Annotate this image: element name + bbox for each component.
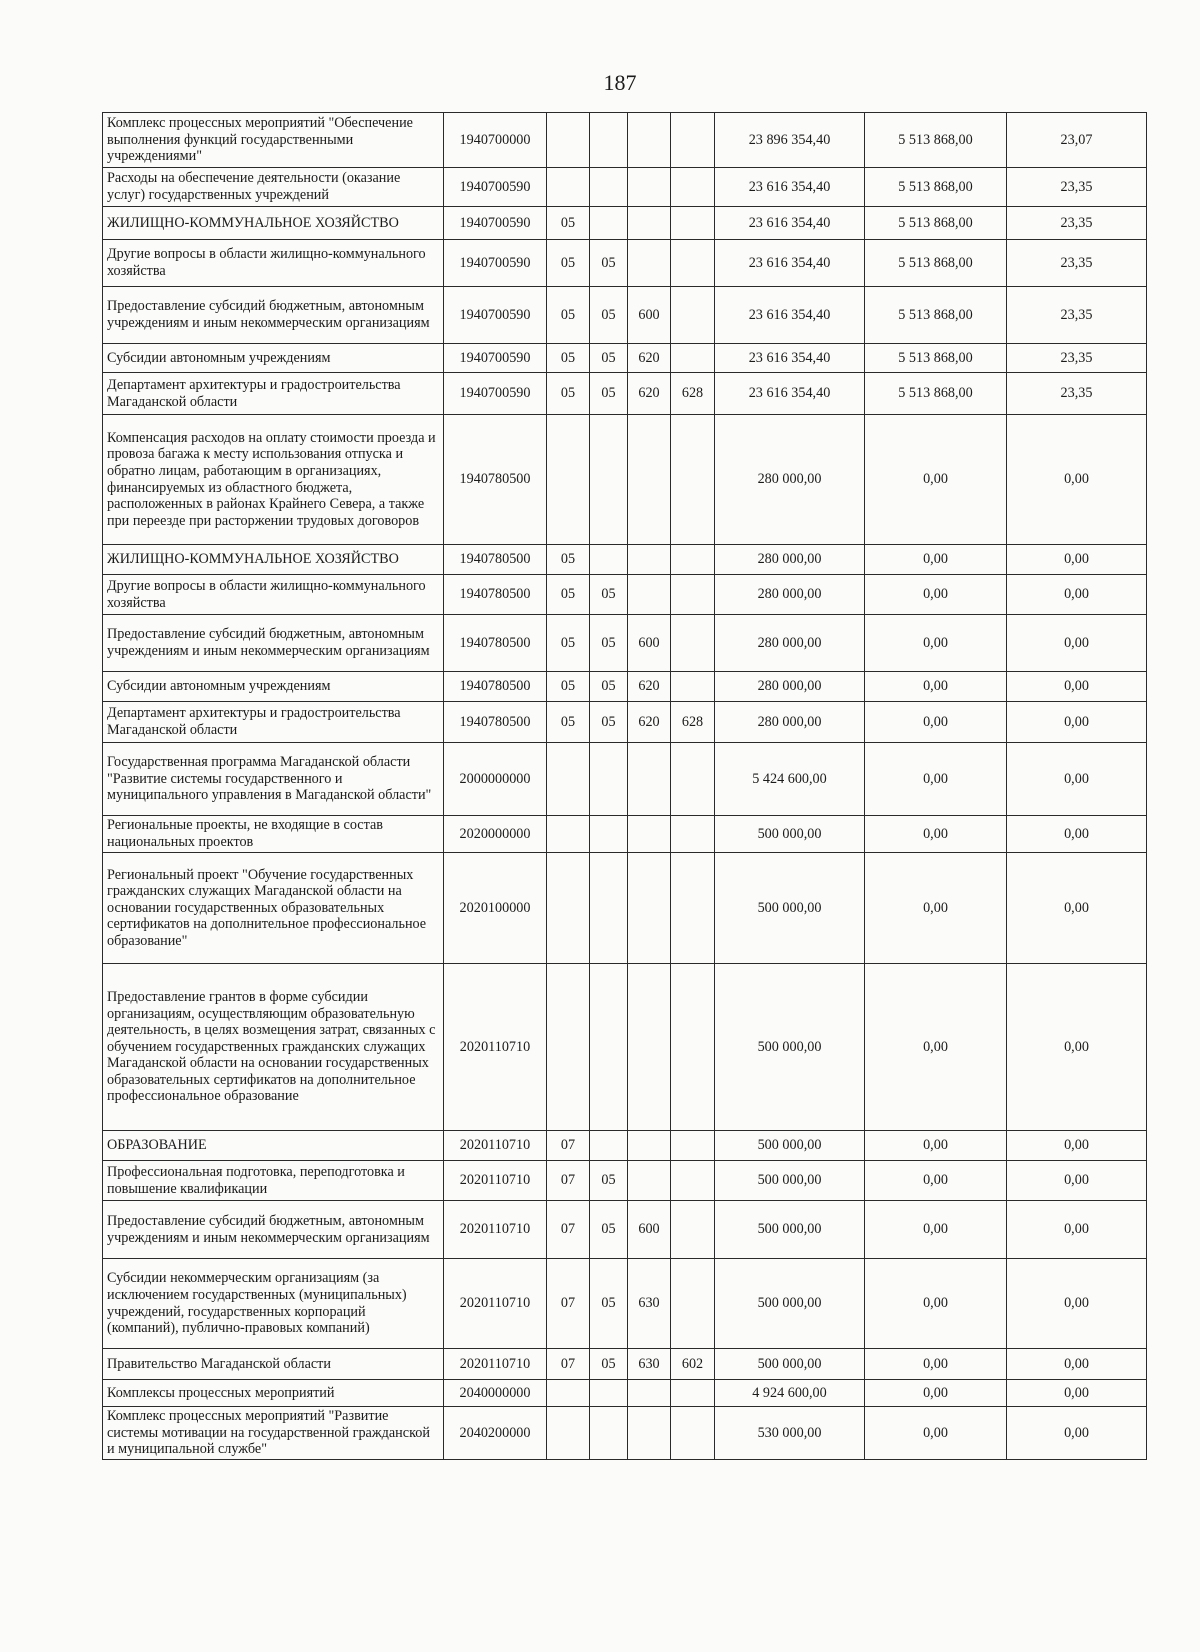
table-cell-executed: 0,00	[865, 853, 1007, 964]
table-cell-amount: 5 424 600,00	[715, 743, 865, 816]
table-cell-percent: 23,35	[1007, 373, 1147, 415]
table-cell-amount: 23 616 354,40	[715, 240, 865, 287]
table-row	[103, 113, 1147, 168]
table-cell-amount: 530 000,00	[715, 1407, 865, 1460]
table-cell-name: Государственная программа Магаданской области "Развитие системы государственного и муниципального управления в Магаданской области"	[103, 743, 444, 816]
table-cell-percent: 0,00	[1007, 672, 1147, 702]
table-cell-amount: 500 000,00	[715, 1201, 865, 1259]
table-cell-percent: 23,07	[1007, 113, 1147, 168]
table-cell-subsection	[590, 415, 628, 545]
table-cell-amount: 500 000,00	[715, 816, 865, 853]
table-cell-amount: 500 000,00	[715, 853, 865, 964]
table-cell-subsection	[590, 964, 628, 1131]
table-cell-name: Расходы на обеспечение деятельности (оказание услуг) государственных учреждений	[103, 168, 444, 207]
table-cell-subsection	[590, 743, 628, 816]
table-cell-code: 2020110710	[444, 1201, 547, 1259]
table-cell-executed: 0,00	[865, 672, 1007, 702]
table-cell-name: Предоставление субсидий бюджетным, автономным учреждениям и иным некоммерческим организациям	[103, 1201, 444, 1259]
table-cell-section: 05	[547, 207, 590, 240]
table-cell-amount: 280 000,00	[715, 615, 865, 672]
table-cell-code: 2020110710	[444, 1259, 547, 1349]
table-cell-executed: 0,00	[865, 1349, 1007, 1380]
table-cell-subsection	[590, 853, 628, 964]
table-cell-expense-type: 620	[628, 344, 671, 373]
table-cell-name: Департамент архитектуры и градостроительства Магаданской области	[103, 702, 444, 743]
table-cell-percent: 0,00	[1007, 545, 1147, 575]
table-row	[103, 1380, 1147, 1407]
table-cell-expense-type	[628, 964, 671, 1131]
table-cell-amount: 280 000,00	[715, 545, 865, 575]
table-cell-name: Субсидии автономным учреждениям	[103, 344, 444, 373]
table-row	[103, 240, 1147, 287]
table-cell-percent: 23,35	[1007, 287, 1147, 344]
table-cell-expense-type: 600	[628, 615, 671, 672]
table-cell-executed: 5 513 868,00	[865, 207, 1007, 240]
table-cell-percent: 0,00	[1007, 702, 1147, 743]
table-cell-admin-code	[671, 672, 715, 702]
table-cell-percent: 0,00	[1007, 615, 1147, 672]
table-cell-amount: 23 896 354,40	[715, 113, 865, 168]
table-cell-code: 1940700590	[444, 168, 547, 207]
table-row	[103, 373, 1147, 415]
table-cell-code: 2020110710	[444, 1161, 547, 1201]
table-cell-admin-code	[671, 1161, 715, 1201]
table-cell-subsection: 05	[590, 615, 628, 672]
table-cell-section	[547, 964, 590, 1131]
table-cell-code: 2020110710	[444, 964, 547, 1131]
table-cell-executed: 5 513 868,00	[865, 373, 1007, 415]
table-cell-section: 05	[547, 545, 590, 575]
table-cell-percent: 0,00	[1007, 816, 1147, 853]
table-cell-expense-type	[628, 168, 671, 207]
table-cell-name: Субсидии автономным учреждениям	[103, 672, 444, 702]
table-cell-amount: 280 000,00	[715, 672, 865, 702]
table-cell-executed: 0,00	[865, 1131, 1007, 1161]
table-cell-name: Комплексы процессных мероприятий	[103, 1380, 444, 1407]
table-cell-percent: 0,00	[1007, 1259, 1147, 1349]
table-cell-name: Комплекс процессных мероприятий "Развитие системы мотивации на государственной гражданской и муниципальной службе"	[103, 1407, 444, 1460]
table-cell-subsection: 05	[590, 240, 628, 287]
table-cell-expense-type	[628, 853, 671, 964]
table-row	[103, 545, 1147, 575]
table-cell-section: 05	[547, 672, 590, 702]
table-cell-admin-code	[671, 113, 715, 168]
table-cell-section: 05	[547, 344, 590, 373]
table-cell-subsection: 05	[590, 1349, 628, 1380]
table-row	[103, 1349, 1147, 1380]
table-cell-executed: 0,00	[865, 702, 1007, 743]
table-cell-amount: 500 000,00	[715, 1131, 865, 1161]
table-cell-executed: 0,00	[865, 964, 1007, 1131]
table-cell-amount: 500 000,00	[715, 1349, 865, 1380]
table-cell-admin-code	[671, 168, 715, 207]
budget-table	[102, 112, 1147, 1460]
table-cell-executed: 0,00	[865, 415, 1007, 545]
table-cell-subsection	[590, 545, 628, 575]
table-cell-percent: 0,00	[1007, 415, 1147, 545]
table-cell-executed: 0,00	[865, 615, 1007, 672]
table-cell-percent: 0,00	[1007, 575, 1147, 615]
table-cell-expense-type	[628, 575, 671, 615]
table-cell-admin-code: 602	[671, 1349, 715, 1380]
table-cell-expense-type: 630	[628, 1259, 671, 1349]
table-cell-code: 1940700590	[444, 373, 547, 415]
table-cell-name: Департамент архитектуры и градостроительства Магаданской области	[103, 373, 444, 415]
table-cell-section: 05	[547, 575, 590, 615]
table-cell-executed: 0,00	[865, 816, 1007, 853]
table-cell-amount: 23 616 354,40	[715, 287, 865, 344]
table-cell-subsection: 05	[590, 575, 628, 615]
table-cell-expense-type	[628, 1161, 671, 1201]
table-cell-expense-type: 600	[628, 1201, 671, 1259]
table-cell-section: 07	[547, 1201, 590, 1259]
table-cell-executed: 5 513 868,00	[865, 344, 1007, 373]
table-cell-amount: 23 616 354,40	[715, 344, 865, 373]
table-cell-code: 1940780500	[444, 702, 547, 743]
table-cell-admin-code	[671, 1131, 715, 1161]
table-row	[103, 615, 1147, 672]
table-cell-admin-code	[671, 816, 715, 853]
table-cell-expense-type: 600	[628, 287, 671, 344]
table-cell-percent: 0,00	[1007, 1380, 1147, 1407]
table-cell-code: 1940700000	[444, 113, 547, 168]
table-cell-expense-type	[628, 1380, 671, 1407]
table-cell-expense-type: 620	[628, 702, 671, 743]
table-cell-name: Предоставление субсидий бюджетным, автономным учреждениям и иным некоммерческим организациям	[103, 287, 444, 344]
table-cell-executed: 5 513 868,00	[865, 113, 1007, 168]
table-cell-admin-code	[671, 415, 715, 545]
table-cell-executed: 0,00	[865, 1380, 1007, 1407]
table-cell-executed: 0,00	[865, 575, 1007, 615]
table-cell-name: Другие вопросы в области жилищно-коммунального хозяйства	[103, 240, 444, 287]
table-cell-admin-code	[671, 615, 715, 672]
table-cell-amount: 280 000,00	[715, 702, 865, 743]
table-cell-executed: 5 513 868,00	[865, 240, 1007, 287]
table-cell-executed: 0,00	[865, 1407, 1007, 1460]
table-cell-code: 2020110710	[444, 1349, 547, 1380]
table-cell-admin-code	[671, 964, 715, 1131]
table-cell-section: 05	[547, 615, 590, 672]
table-cell-subsection	[590, 113, 628, 168]
table-cell-admin-code	[671, 207, 715, 240]
table-row	[103, 672, 1147, 702]
table-cell-expense-type	[628, 415, 671, 545]
table-cell-section	[547, 113, 590, 168]
table-cell-code: 1940780500	[444, 415, 547, 545]
table-cell-amount: 500 000,00	[715, 1259, 865, 1349]
table-cell-expense-type	[628, 816, 671, 853]
table-row	[103, 415, 1147, 545]
table-cell-code: 1940780500	[444, 672, 547, 702]
table-cell-admin-code	[671, 1201, 715, 1259]
table-cell-name: Региональные проекты, не входящие в состав национальных проектов	[103, 816, 444, 853]
table-cell-section: 07	[547, 1349, 590, 1380]
table-cell-subsection	[590, 207, 628, 240]
table-cell-admin-code	[671, 575, 715, 615]
table-cell-admin-code	[671, 743, 715, 816]
table-cell-code: 2020100000	[444, 853, 547, 964]
table-cell-section: 05	[547, 702, 590, 743]
table-cell-admin-code	[671, 545, 715, 575]
table-cell-subsection: 05	[590, 1201, 628, 1259]
table-cell-percent: 0,00	[1007, 964, 1147, 1131]
table-cell-subsection: 05	[590, 702, 628, 743]
table-cell-code: 2040000000	[444, 1380, 547, 1407]
table-cell-expense-type	[628, 545, 671, 575]
budget-table-body	[103, 113, 1147, 1460]
table-cell-amount: 500 000,00	[715, 964, 865, 1131]
table-cell-section	[547, 1380, 590, 1407]
table-row	[103, 168, 1147, 207]
table-cell-expense-type	[628, 113, 671, 168]
table-cell-subsection	[590, 168, 628, 207]
table-cell-amount: 23 616 354,40	[715, 207, 865, 240]
table-cell-subsection: 05	[590, 344, 628, 373]
table-row	[103, 1131, 1147, 1161]
table-cell-percent: 23,35	[1007, 344, 1147, 373]
table-cell-code: 1940780500	[444, 575, 547, 615]
table-cell-admin-code	[671, 1380, 715, 1407]
table-cell-code: 2000000000	[444, 743, 547, 816]
table-cell-code: 2020000000	[444, 816, 547, 853]
table-cell-admin-code: 628	[671, 702, 715, 743]
table-cell-expense-type: 630	[628, 1349, 671, 1380]
table-row	[103, 344, 1147, 373]
table-cell-amount: 23 616 354,40	[715, 373, 865, 415]
table-cell-name: Комплекс процессных мероприятий "Обеспечение выполнения функций государственными учреждениями"	[103, 113, 444, 168]
table-cell-name: Правительство Магаданской области	[103, 1349, 444, 1380]
table-row	[103, 287, 1147, 344]
table-cell-name: ОБРАЗОВАНИЕ	[103, 1131, 444, 1161]
table-cell-admin-code	[671, 240, 715, 287]
table-cell-amount: 23 616 354,40	[715, 168, 865, 207]
table-cell-admin-code	[671, 1407, 715, 1460]
table-cell-percent: 23,35	[1007, 240, 1147, 287]
table-cell-name: Другие вопросы в области жилищно-коммунального хозяйства	[103, 575, 444, 615]
table-cell-executed: 5 513 868,00	[865, 287, 1007, 344]
table-cell-subsection	[590, 1380, 628, 1407]
table-cell-name: ЖИЛИЩНО-КОММУНАЛЬНОЕ ХОЗЯЙСТВО	[103, 207, 444, 240]
table-cell-section	[547, 1407, 590, 1460]
table-cell-code: 1940780500	[444, 615, 547, 672]
table-cell-admin-code	[671, 1259, 715, 1349]
table-cell-admin-code	[671, 853, 715, 964]
table-row	[103, 1161, 1147, 1201]
table-cell-code: 1940700590	[444, 287, 547, 344]
table-cell-percent: 0,00	[1007, 1161, 1147, 1201]
table-cell-subsection: 05	[590, 287, 628, 344]
table-cell-subsection: 05	[590, 1259, 628, 1349]
table-cell-section	[547, 415, 590, 545]
table-cell-percent: 0,00	[1007, 743, 1147, 816]
table-cell-admin-code	[671, 287, 715, 344]
table-cell-expense-type: 620	[628, 373, 671, 415]
table-cell-percent: 0,00	[1007, 853, 1147, 964]
table-row	[103, 964, 1147, 1131]
table-row	[103, 816, 1147, 853]
table-row	[103, 853, 1147, 964]
table-cell-executed: 5 513 868,00	[865, 168, 1007, 207]
table-cell-section: 07	[547, 1131, 590, 1161]
table-row	[103, 1259, 1147, 1349]
table-cell-code: 1940780500	[444, 545, 547, 575]
table-cell-expense-type	[628, 1131, 671, 1161]
table-cell-expense-type	[628, 743, 671, 816]
table-cell-percent: 0,00	[1007, 1407, 1147, 1460]
table-cell-executed: 0,00	[865, 545, 1007, 575]
table-cell-code: 1940700590	[444, 344, 547, 373]
table-cell-executed: 0,00	[865, 1259, 1007, 1349]
table-cell-code: 2020110710	[444, 1131, 547, 1161]
table-cell-subsection	[590, 1131, 628, 1161]
table-cell-subsection: 05	[590, 1161, 628, 1201]
table-cell-section: 05	[547, 373, 590, 415]
table-cell-section: 05	[547, 287, 590, 344]
table-cell-name: Субсидии некоммерческим организациям (за исключением государственных (муниципальных) учреждений, государственных корпораций (компаний), публично-правовых компаний)	[103, 1259, 444, 1349]
table-cell-section	[547, 853, 590, 964]
table-cell-expense-type	[628, 207, 671, 240]
table-cell-amount: 280 000,00	[715, 575, 865, 615]
table-cell-subsection	[590, 1407, 628, 1460]
table-cell-admin-code	[671, 344, 715, 373]
table-row	[103, 207, 1147, 240]
table-cell-executed: 0,00	[865, 743, 1007, 816]
table-cell-code: 1940700590	[444, 207, 547, 240]
table-cell-name: Предоставление субсидий бюджетным, автономным учреждениям и иным некоммерческим организациям	[103, 615, 444, 672]
table-cell-section: 07	[547, 1259, 590, 1349]
table-row	[103, 1201, 1147, 1259]
table-cell-subsection: 05	[590, 672, 628, 702]
table-cell-section: 07	[547, 1161, 590, 1201]
table-cell-percent: 0,00	[1007, 1349, 1147, 1380]
table-row	[103, 575, 1147, 615]
table-cell-code: 1940700590	[444, 240, 547, 287]
table-cell-amount: 4 924 600,00	[715, 1380, 865, 1407]
table-cell-name: Региональный проект "Обучение государственных гражданских служащих Магаданской области на основании государственных образовательных сертификатов на дополнительное профессиональное образование"	[103, 853, 444, 964]
table-cell-subsection	[590, 816, 628, 853]
table-cell-name: Предоставление грантов в форме субсидии организациям, осуществляющим образовательную деятельность, в целях возмещения затрат, связанных с обучением государственных гражданских служащих Магаданской области на основании государственных образовательных сертификатов на дополнительное профессиональное образование	[103, 964, 444, 1131]
table-cell-amount: 500 000,00	[715, 1161, 865, 1201]
table-cell-percent: 0,00	[1007, 1201, 1147, 1259]
table-cell-percent: 23,35	[1007, 207, 1147, 240]
table-cell-subsection: 05	[590, 373, 628, 415]
table-row	[103, 702, 1147, 743]
table-cell-executed: 0,00	[865, 1201, 1007, 1259]
table-cell-name: ЖИЛИЩНО-КОММУНАЛЬНОЕ ХОЗЯЙСТВО	[103, 545, 444, 575]
table-cell-percent: 23,35	[1007, 168, 1147, 207]
table-cell-section	[547, 743, 590, 816]
table-cell-section	[547, 168, 590, 207]
table-row	[103, 743, 1147, 816]
table-cell-expense-type: 620	[628, 672, 671, 702]
table-cell-admin-code: 628	[671, 373, 715, 415]
page-number: 187	[603, 70, 637, 95]
table-cell-code: 2040200000	[444, 1407, 547, 1460]
table-cell-expense-type	[628, 240, 671, 287]
table-row	[103, 1407, 1147, 1460]
table-cell-name: Профессиональная подготовка, переподготовка и повышение квалификации	[103, 1161, 444, 1201]
table-cell-executed: 0,00	[865, 1161, 1007, 1201]
table-cell-expense-type	[628, 1407, 671, 1460]
table-cell-section: 05	[547, 240, 590, 287]
table-cell-percent: 0,00	[1007, 1131, 1147, 1161]
table-cell-name: Компенсация расходов на оплату стоимости проезда и провоза багажа к месту использования отпуска и обратно лицам, работающим в организациях, финансируемых из областного бюджета, расположенных в районах Крайнего Севера, а также при переезде при расторжении трудовых договоров	[103, 415, 444, 545]
table-cell-section	[547, 816, 590, 853]
table-cell-amount: 280 000,00	[715, 415, 865, 545]
